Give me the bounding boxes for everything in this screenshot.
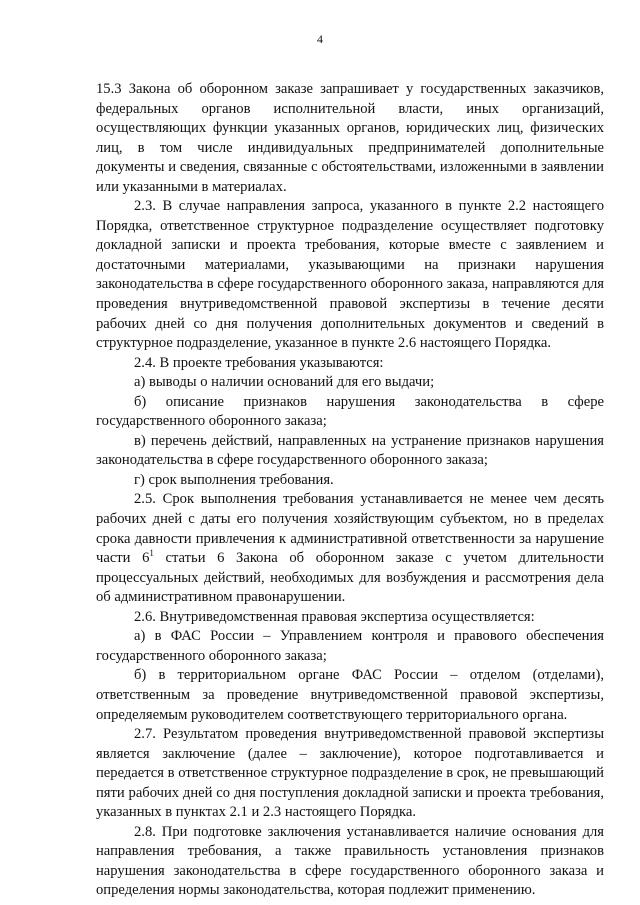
paragraph-2-8: 2.8. При подготовке заключения устанавливается наличие основания для направления требования, а также правильность установления признаков нарушения законодательства в сфере государственного оборонного заказа и определения нормы законодательства, которая подлежит применению.	[96, 823, 604, 899]
paragraph-2-5	[96, 490, 604, 607]
paragraph-continuation-15-3: 15.3 Закона об оборонном заказе запрашивает у государственных заказчиков, федеральных органов исполнительной власти, иных организаций, осуществляющих функции указанных органов, юридических лиц, физических лиц, в том числе индивидуальных предпринимателей дополнительные документы и сведения, связанные с обстоятельствами, изложенными в заявлении или указанными в материалах.	[96, 81, 604, 195]
paragraph-2-5-text-after: статьи 6 Закона об оборонном заказе с учетом длительности процессуальных действий, необходимых для возбуждения и рассмотрения дела об административном правонарушении.	[96, 550, 604, 606]
list-item-2-6-b: б) в территориальном органе ФАС России – отделом (отделами), ответственным за проведение внутриведомственной правовой экспертизы, определяемым руководителем соответствующего территориального органа.	[96, 667, 604, 723]
paragraph-2-3: 2.3. В случае направления запроса, указанного в пункте 2.2 настоящего Порядка, ответственное структурное подразделение осуществляет подготовку докладной записки и проекта требования, которые вместе с заявлением и достаточными материалами, указывающими на признаки нарушения законодательства в сфере государственного оборонного заказа, направляются для проведения внутриведомственной правовой экспертизы в течение десяти рабочих дней со дня получения дополнительных документов и сведений в структурное подразделение, указанное в пункте 2.6 настоящего Порядка.	[96, 198, 604, 352]
list-item-2-4-g: г) срок выполнения требования.	[134, 471, 334, 488]
document-body	[96, 80, 604, 901]
list-item-2-4-v: в) перечень действий, направленных на устранение признаков нарушения законодательства в сфере государственного оборонного заказа;	[96, 432, 604, 469]
list-item-2-4-a: а) выводы о наличии оснований для его выдачи;	[134, 374, 435, 391]
paragraph-2-7: 2.7. Результатом проведения внутриведомственной правовой экспертизы является заключение (далее – заключение), которое подготавливается и передается в ответственное структурное подразделение в срок, не превышающий пяти рабочих дней со дня поступления докладной записки и проекта требования, указанных в пунктах 2.1 и 2.3 настоящего Порядка.	[96, 726, 604, 821]
paragraph-2-4: 2.4. В проекте требования указываются:	[134, 354, 384, 371]
paragraph-2-6: 2.6. Внутриведомственная правовая экспертиза осуществляется:	[134, 608, 535, 625]
list-item-2-6-a: а) в ФАС России – Управлением контроля и правового обеспечения государственного оборонного заказа;	[96, 628, 604, 664]
superscript-1: 1	[149, 548, 154, 559]
list-item-2-4-b: б) описание признаков нарушения законодательства в сфере государственного оборонного заказа;	[96, 393, 604, 430]
page-number: 4	[317, 32, 323, 46]
paragraph-2-5-text-before: 2.5. Срок выполнения требования устанавливается не менее чем десять рабочих дней с даты его получения хозяйствующим субъектом, но в пределах срока давности привлечения к административной ответственности за нарушение части 6	[96, 491, 604, 567]
